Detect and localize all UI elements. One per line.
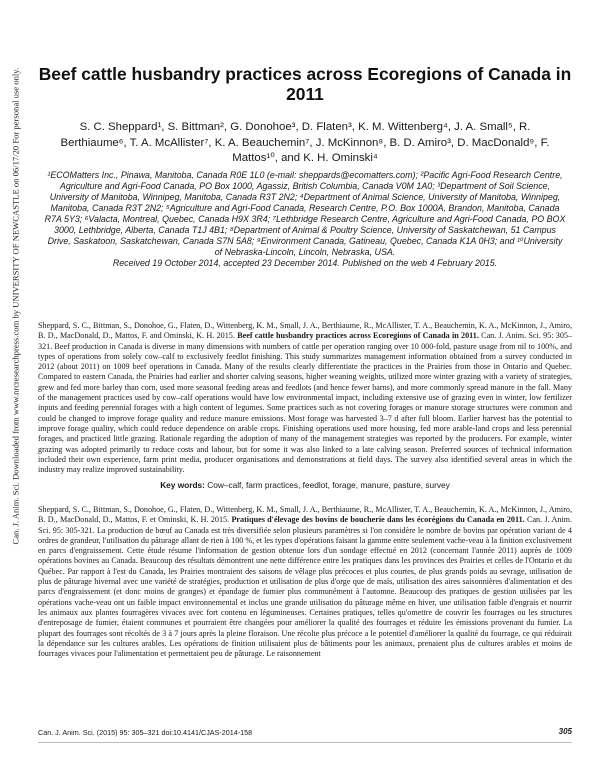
affiliations — [44, 170, 566, 269]
affiliation-text: ¹ECOMatters Inc., Pinawa, Manitoba, Canada R0E 1L0 (e-mail: sheppards@ecomatters.com); ²Pacific Agri-Food Research Centre, Agriculture and Agri-Food Canada, PO Box 1000, Agassiz, British Columbia, Canada V0M 1A0; ³Department of Soil Science, University of Manitoba, Winnipeg, Manitoba, Canada R3T 2N2; ⁴Department of Animal Science, University of Manitoba, Winnipeg, Manitoba, Canada R3T 2N2; ⁵Agriculture and Agri-Food Canada, Research Centre, P.O. Box 1000A, Brandon, Manitoba, Canada R7A 5Y3; ⁶Valacta, Montreal, Quebec, Canada H9X 3R4; ⁷Lethbridge Research Centre, Agriculture and Agri-Food Canada, PO BOX 3000, Lethbridge, Alberta, Canada T1J 4B1; ⁸Department of Animal & Poultry Science, University of Saskatchewan, 51 Campus Drive, Saskatoon, Saskatchewan, Canada S7N 5A8; ⁹Environment Canada, Gatineau, Quebec, Canada K1A 0H3; and ¹⁰University of Nebraska-Lincoln, Lincoln, Nebraska, USA. — [44, 170, 566, 257]
abstract-body: Can. J. Anim. Sci. 95: 305–321. Beef production in Canada is diverse in many dimensions with numbers of cattle per operation ranging over 10 000-fold, pasture usage from nil to 100%, and types of operations from solely cow–calf to exclusively feedlot finishing. This study summarizes management information obtained from a survey conducted in 2012 (about 2011) on 1009 beef operations in Canada. Many of the results clearly differentiate the practices in the Prairies from those in Ontario and Quebec. Compared to eastern Canada, the Prairies had earlier and shorter calving seasons, higher weaning weights, utilized more winter grazing with a variety of strategies, grew and fed more barley than corn, used more seasonal feeding areas and feedlots (and hence fewer barns), and more commonly spread manure in the fall. Many of the management practices used by cow–calf operations would have low environmental impact, including extensive use of grazing even in winter, low fertilizer inputs and feeding perennial forages with a high content of legumes. Some practices such as not covering forages or manure storage structures were common and could be changed to improve forage quality and reduce manure emissions. Most forage was harvested 3–7 d after full bloom. Earlier harvest has the potential to improve forage quality, which could reduce dependence on arable crops. Finishing operations used more housing, fed more arable-land crops and less perennial forages, and practiced little grazing. Rationale regarding the adoption of many of the management strategies was reported by the producers. For example, winter grazing was adopted primarily to reduce costs and labour, but for some it was also linked to a late calving season. Preferred sources of technical information included their own experience, farm print media, producer organisations and demonstrations at field days. The survey also identified several areas in which the industry may realize improved sustainability. — [38, 331, 573, 475]
resume-article-title: Pratiques d'élevage des bovins de boucherie dans les écorégions du Canada en 2011. — [231, 515, 525, 525]
download-side-note: Can. J. Anim. Sci. Downloaded from www.nrcresearchpress.com by UNIVERSITY OF NEWCASTLE on 06/17/20 For personal use only. — [10, 67, 21, 545]
french-abstract — [38, 505, 572, 659]
received-dates: Received 19 October 2014, accepted 23 December 2014. Published on the web 4 February 2015. — [112, 258, 498, 268]
abstract-citation-lead: Sheppard, S. C., Bittman, S., Donohoe, G., Flaten, D., Wittenberg, K. M., Small, J. A., Berthiaume, R., McAllister, T. A., Beauchemin, K. A., McKinnon, J., Amiro, B. D., MacDonald, D., Mattos, F. and Ominski, K. H. 2015. — [38, 321, 572, 341]
page-number: 305 — [558, 727, 572, 736]
article-title: Beef cattle husbandry practices across Ecoregions of Canada in 2011 — [38, 64, 572, 104]
keywords-text: Cow–calf, farm practices, feedlot, forage, manure, pasture, survey — [207, 480, 450, 490]
keywords-label: Key words: — [160, 480, 205, 490]
english-abstract — [38, 321, 572, 475]
abstract-article-title: Beef cattle husbandry practices across Ecoregions of Canada in 2011. — [237, 331, 479, 341]
page-footer — [38, 728, 572, 740]
journal-citation: Can. J. Anim. Sci. (2015) 95: 305–321 doi:10.4141/CJAS-2014-158 — [38, 728, 253, 737]
resume-body: Can. J. Anim. Sci. 95: 305-321. La production de bœuf au Canada est très diversifiée selon plusieurs paramètres si l'on considère le nombre de bovins par opération variant de 4 ordres de grandeur, l'utilisation du pâturage allant de rien à 100 %, et les types d'opérations faisant la gamme entre seulement vache-veau à la finition exclusivement en parcs d'engraissement. Cette étude résume l'information de gestion obtenue lors d'un sondage effectué en 2012 (concernant l'année 2011) auprès de 1009 opérations bovines au Canada. Beaucoup des résultats démontrent une nette différence entre les pratiques dans les provinces des Prairies et celles de l'Ontario et du Québec. Par rapport à l'est du Canada, les Prairies montraient des saisons de vêlage plus précoces et plus courtes, de plus grands poids au sevrage, utilisation de plus de pâturage hivernal avec une variété de stratégies, production et utilisation de plus d'orge que de maïs, utilisation des aires saisonnières d'alimentation et des parcs d'engraissement (et donc moins de granges) et épandage de fumier plus communément à l'automne. Beaucoup des pratiques de gestion utilisées par les opérations vache-veau ont un faible impact environnemental et inclus une grande utilisation du pâturage même en hiver, une utilisation faible d'engrais et nourrir les animaux aux plantes fourragères vivaces avec fort contenu en légumineuses. Certaines pratiques, telles qu'omettre de couvrir les fourrages ou les structures d'entreposage de fumier, étaient communes et pourraient être changées pour améliorer la qualité des fourrages et réduire les émissions provenant du fumier. La plupart des fourrages sont récoltés de 3 à 7 jours après la pleine floraison. Une récolte plus précoce a le potentiel d'améliorer la qualité du fourrage, ce qui réduirait la dépendance sur les cultures arables. Les opérations de finition utilisaient plus de bâtiments pour les animaux, prenaient plus de cultures arables et moins de fourrages vivaces pour l'alimentation et permettaient peu de pâturage. Le raisonnement — [38, 515, 573, 659]
resume-citation-lead: Sheppard, S. C., Bittman, S., Donohoe, G., Flaten, D., Wittenberg, K. M., Small, J. A., Berthiaume, R., McAllister, T. A., Beauchemin, K. A., McKinnon, J., Amiro, B. D., MacDonald, D., Mattos, F. et Ominski, K. H. 2015. — [38, 505, 572, 525]
keywords-line — [38, 480, 572, 490]
footer-rule — [38, 742, 572, 743]
author-list: S. C. Sheppard¹, S. Bittman², G. Donohoe³, D. Flaten³, K. M. Wittenberg⁴, J. A. Small⁵, R. Berthiaume⁶, T. A. McAllister⁷, K. A. Beauchemin⁷, J. McKinnon⁸, B. D. Amiro³, D. MacDonald⁹, F. Mattos¹⁰, and K. H. Ominski⁴ — [60, 121, 550, 164]
